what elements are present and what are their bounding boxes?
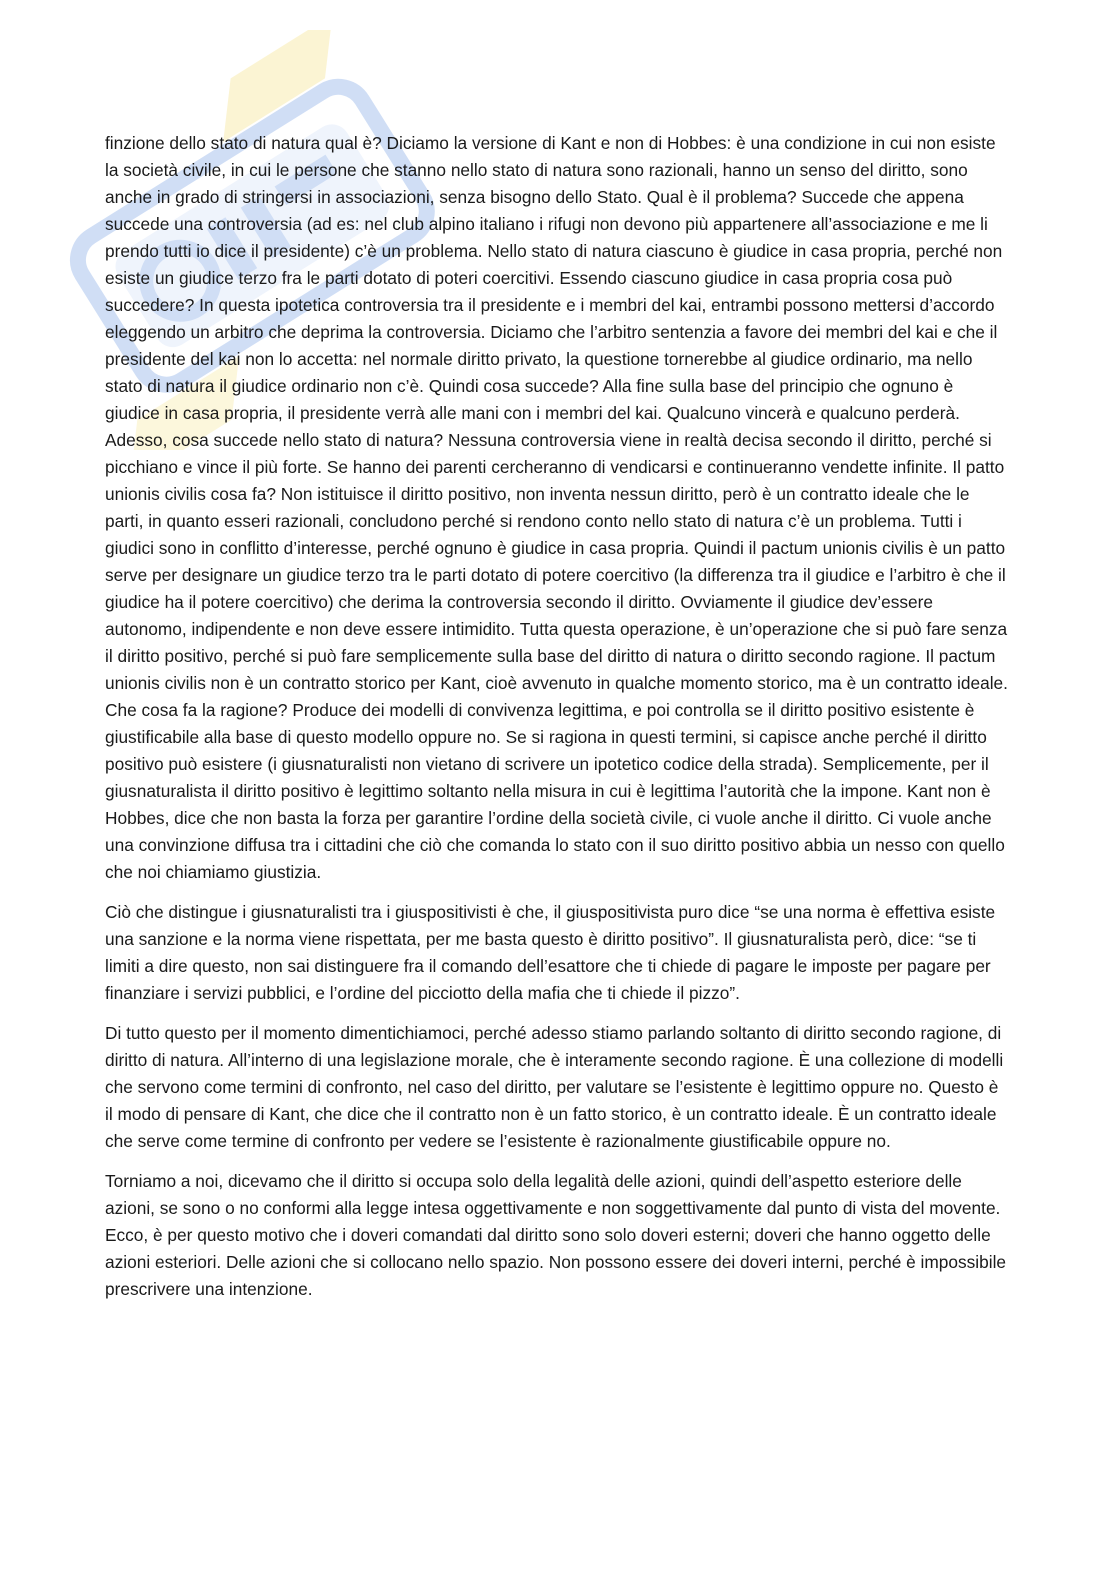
paragraph-diritto-secondo-ragione: Di tutto questo per il momento dimentichiamoci, perché adesso stiamo parlando soltanto di diritto secondo ragione, di diritto di natura. All’interno di una legislazione morale, che è interamente secondo ragione. È una collezione di modelli che servono come termini di confronto, nel caso del diritto, per valutare se l’esistente è legittimo oppure no. Questo è il modo di pensare di Kant, che dice che il contratto non è un fatto storico, è un contratto ideale. È un contratto ideale che serve come termine di confronto per vedere se l’esistente è razionalmente giustificabile oppure no. <box>105 1023 1004 1151</box>
paragraph-giusnaturalisti-giuspositivisti: Ciò che distingue i giusnaturalisti tra i giuspositivisti è che, il giuspositivista puro dice “se una norma è effettiva esiste una sanzione e la norma viene rispettata, per me basta questo è diritto positivo”. Il giusnaturalista però, dice: “se ti limiti a dire questo, non sai distinguere fra il comando dell’esattore che ti chiede di pagare le imposte per pagare per finanziare i servizi pubblici, e l’ordine del picciotto della mafia che ti chiede il pizzo”. <box>105 902 996 1003</box>
paragraph-stato-di-natura: finzione dello stato di natura qual è? Diciamo la versione di Kant e non di Hobbes: è una condizione in cui non esiste la società civile, in cui le persone che stanno nello stato di natura sono razionali, hanno un senso del diritto, sono anche in grado di stringersi in associazioni, senza bisogno dello Stato. Qual è il problema? Succede che appena succede una controversia (ad es: nel club alpino italiano i rifugi non devono più appartenere all’associazione e me li prendo tutti io dice il presidente) c’è un problema. Nello stato di natura ciascuno è giudice in casa propria, perché non esiste un giudice terzo fra le parti dotato di poteri coercitivi. Essendo ciascuno giudice in casa propria cosa può succedere? In questa ipotetica controversia tra il presidente e i membri del kai, entrambi possono mettersi d’accordo eleggendo un arbitro che deprima la controversia. Diciamo che l’arbitro sentenzia a favore dei membri del kai e che il presidente del kai non lo accetta: nel normale diritto privato, la questione tornerebbe al giudice ordinario, ma nello stato di natura il giudice ordinario non c’è. Quindi cosa succede? Alla fine sulla base del principio che ognuno è giudice in casa propria, il presidente verrà alle mani con i membri del kai. Qualcuno vincerà e qualcuno perderà. Adesso, cosa succede nello stato di natura? Nessuna controversia viene in realtà decisa secondo il diritto, perché si picchiano e vince il più forte. Se hanno dei parenti cercheranno di vendicarsi e continueranno vendette infinite. Il patto unionis civilis cosa fa? Non istituisce il diritto positivo, non inventa nessun diritto, però è un contratto ideale che le parti, in quanto esseri razionali, concludono perché si rendono conto nello stato di natura c’è un problema. Tutti i giudici sono in conflitto d’interesse, perché ognuno è giudice in casa propria. Quindi il pactum unionis civilis è un patto serve per designare un giudice terzo tra le parti dotato di potere coercitivo (la differenza tra il giudice e l’arbitro è che il giudice ha il potere coercitivo) che derima la controversia secondo il diritto. Ovviamente il giudice dev’essere autonomo, indipendente e non deve essere intimidito. Tutta questa operazione, è un’operazione che si può fare senza il diritto positivo, perché si può fare semplicemente sulla base del diritto di natura o diritto secondo ragione. Il pactum unionis civilis non è un contratto storico per Kant, cioè avvenuto in qualche momento storico, ma è un contratto ideale. Che cosa fa la ragione? Produce dei modelli di convivenza legittima, e poi controlla se il diritto positivo esistente è giustificabile alla base di questo modello oppure no. Se si ragiona in questi termini, si capisce anche perché il diritto positivo può esistere (i giusnaturalisti non vietano di scrivere un ipotetico codice della strada). Semplicemente, per il giusnaturalista il diritto positivo è legittimo soltanto nella misura in cui è legittima l’autorità che la impone. Kant non è Hobbes, dice che non basta la forza per garantire l’ordine della società civile, ci vuole anche il diritto. Ci vuole anche una convinzione diffusa tra i cittadini che ciò che comanda lo stato con il suo diritto positivo abbia un nesso con quello che noi chiamiamo giustizia. <box>105 133 1008 882</box>
document-body <box>105 130 1010 1316</box>
paragraph-legalita-azioni: Torniamo a noi, dicevamo che il diritto si occupa solo della legalità delle azioni, quindi dell’aspetto esteriore delle azioni, se sono o no conformi alla legge intesa oggettivamente e non soggettivamente dal punto di vista del movente. Ecco, è per questo motivo che i doveri comandati dal diritto sono solo doveri esterni; doveri che hanno oggetto delle azioni esteriori. Delle azioni che si collocano nello spazio. Non possono essere dei doveri interni, perché è impossibile prescrivere una intenzione. <box>105 1171 1007 1299</box>
